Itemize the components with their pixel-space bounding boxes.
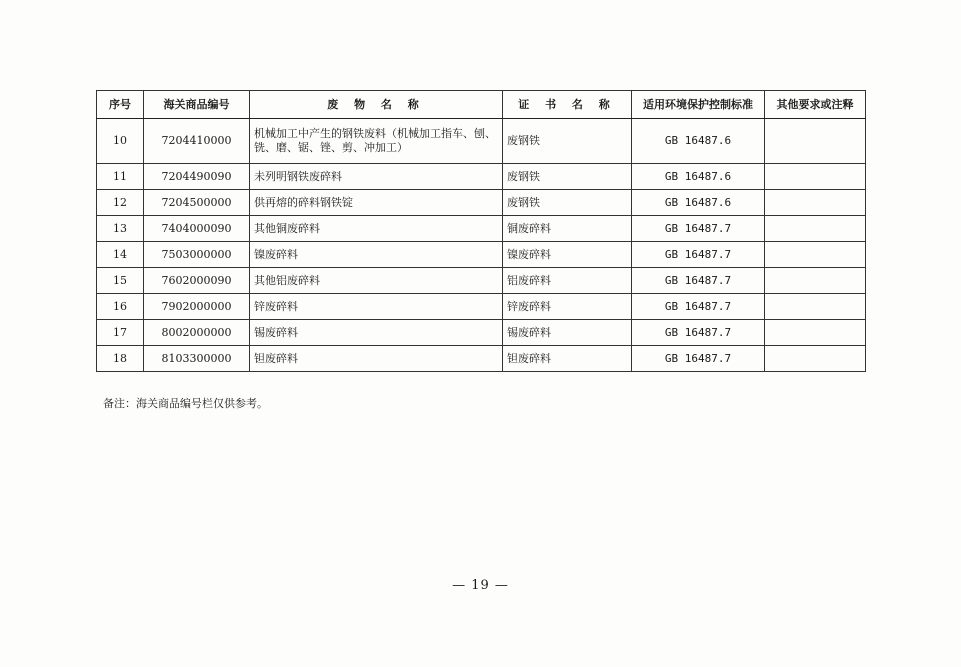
cell-std: GB 16487.7 <box>632 242 765 268</box>
table-row <box>97 268 866 294</box>
cell-cert: 废钢铁 <box>503 119 632 164</box>
cell-code: 7204490090 <box>144 164 250 190</box>
cell-std: GB 16487.7 <box>632 216 765 242</box>
cell-code: 7902000000 <box>144 294 250 320</box>
cell-cert: 锡废碎料 <box>503 320 632 346</box>
header-num: 序号 <box>97 91 144 119</box>
cell-num: 18 <box>97 346 144 372</box>
cell-std: GB 16487.6 <box>632 190 765 216</box>
cell-std: GB 16487.6 <box>632 164 765 190</box>
cell-cert: 铝废碎料 <box>503 268 632 294</box>
cell-num: 17 <box>97 320 144 346</box>
cell-std: GB 16487.7 <box>632 320 765 346</box>
cell-code: 8103300000 <box>144 346 250 372</box>
cell-name: 锡废碎料 <box>250 320 503 346</box>
cell-note <box>765 216 866 242</box>
cell-cert: 废钢铁 <box>503 164 632 190</box>
table-row <box>97 294 866 320</box>
cell-note <box>765 346 866 372</box>
cell-name: 锌废碎料 <box>250 294 503 320</box>
cell-std: GB 16487.7 <box>632 346 765 372</box>
cell-note <box>765 320 866 346</box>
table-row <box>97 119 866 164</box>
cell-num: 10 <box>97 119 144 164</box>
cell-name: 镍废碎料 <box>250 242 503 268</box>
cell-num: 14 <box>97 242 144 268</box>
cell-code: 7204500000 <box>144 190 250 216</box>
cell-cert: 镍废碎料 <box>503 242 632 268</box>
cell-cert: 废钢铁 <box>503 190 632 216</box>
cell-note <box>765 119 866 164</box>
cell-cert: 锌废碎料 <box>503 294 632 320</box>
cell-num: 15 <box>97 268 144 294</box>
table-row <box>97 346 866 372</box>
cell-cert: 钽废碎料 <box>503 346 632 372</box>
table-row <box>97 216 866 242</box>
table-row <box>97 320 866 346</box>
cell-name: 未列明钢铁废碎料 <box>250 164 503 190</box>
cell-code: 7204410000 <box>144 119 250 164</box>
footnote: 备注：海关商品编号栏仅供参考。 <box>103 397 268 410</box>
cell-name: 其他铝废碎料 <box>250 268 503 294</box>
cell-cert: 铜废碎料 <box>503 216 632 242</box>
cell-name: 其他铜废碎料 <box>250 216 503 242</box>
cell-num: 16 <box>97 294 144 320</box>
cell-code: 7404000090 <box>144 216 250 242</box>
header-std: 适用环境保护控制标准 <box>632 91 765 119</box>
table-row <box>97 190 866 216</box>
cell-std: GB 16487.6 <box>632 119 765 164</box>
table-header-row <box>97 91 866 119</box>
table-row <box>97 164 866 190</box>
page-number: — 19 — <box>452 578 509 593</box>
header-code: 海关商品编号 <box>144 91 250 119</box>
cell-std: GB 16487.7 <box>632 268 765 294</box>
table-row <box>97 242 866 268</box>
cell-code: 7602000090 <box>144 268 250 294</box>
waste-catalog-table <box>96 90 866 372</box>
cell-note <box>765 242 866 268</box>
cell-note <box>765 268 866 294</box>
cell-note <box>765 294 866 320</box>
cell-num: 11 <box>97 164 144 190</box>
cell-note <box>765 164 866 190</box>
cell-code: 7503000000 <box>144 242 250 268</box>
cell-name: 机械加工中产生的钢铁废料（机械加工指车、刨、铣、磨、锯、锉、剪、冲加工） <box>250 119 503 164</box>
cell-code: 8002000000 <box>144 320 250 346</box>
cell-name: 钽废碎料 <box>250 346 503 372</box>
cell-note <box>765 190 866 216</box>
header-note: 其他要求或注释 <box>765 91 866 119</box>
header-cert: 证 书 名 称 <box>503 91 632 119</box>
cell-std: GB 16487.7 <box>632 294 765 320</box>
cell-num: 12 <box>97 190 144 216</box>
header-name: 废 物 名 称 <box>250 91 503 119</box>
cell-num: 13 <box>97 216 144 242</box>
cell-name: 供再熔的碎料钢铁锭 <box>250 190 503 216</box>
